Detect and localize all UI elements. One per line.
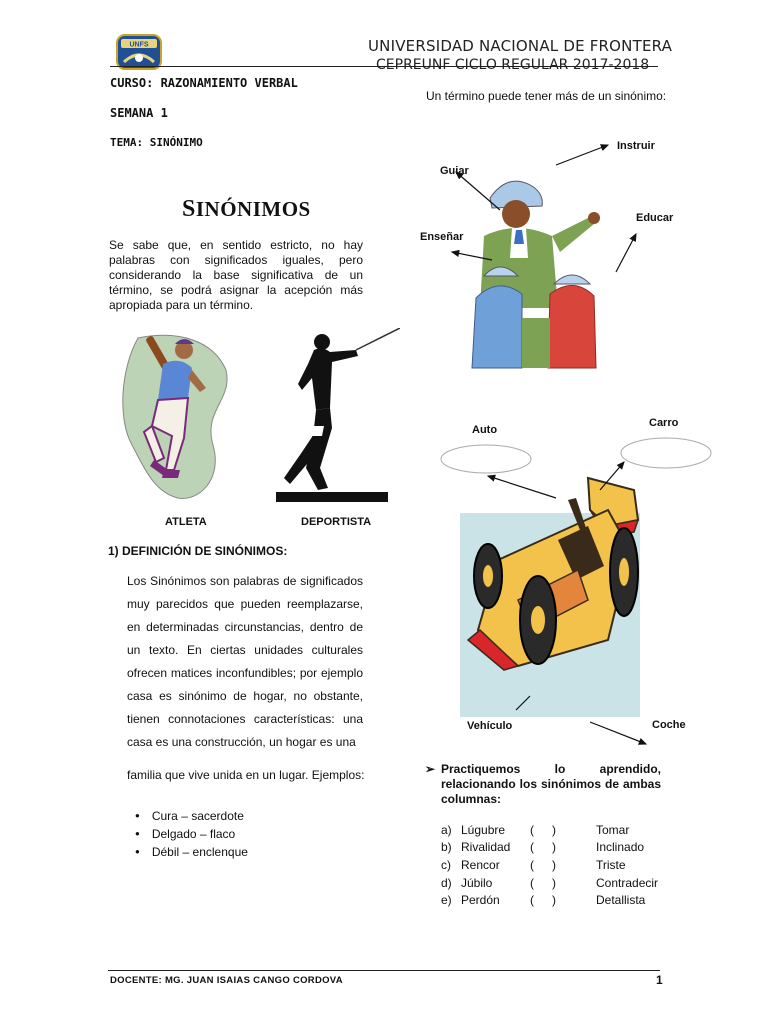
practice-text: Practiquemos lo aprendido, relacionando los sinónimos de ambas columnas: [441,762,661,806]
answer-close-paren[interactable]: ) [552,823,556,837]
row-match: Detallista [596,893,646,907]
label-instruir: Instruir [617,140,655,152]
answer-open-paren[interactable]: ( [530,858,534,872]
row-letter: e) [441,893,452,907]
arrow-bullet-icon: ➢ [425,762,436,776]
athlete-illustration [118,330,230,502]
answer-open-paren[interactable]: ( [530,840,534,854]
week-line: SEMANA 1 [110,106,168,120]
example-item: ● Delgado – flaco [135,826,248,844]
course-line: CURSO: RAZONAMIENTO VERBAL [110,76,298,90]
cycle-name: CEPREUNF CICLO REGULAR 2017-2018 [376,57,650,73]
row-word: Perdón [461,893,500,907]
answer-close-paren[interactable]: ) [552,893,556,907]
row-letter: c) [441,858,451,872]
page-number: 1 [656,973,663,987]
definition-last-line: familia que vive unida en un lugar. Ejemplos: [127,768,365,782]
topic-line: TEMA: SINÓNIMO [110,136,203,149]
answer-close-paren[interactable]: ) [552,840,556,854]
row-word: Lúgubre [461,823,506,837]
row-word: Rencor [461,858,500,872]
label-vehiculo: Vehículo [467,720,513,732]
answer-open-paren[interactable]: ( [530,823,534,837]
footer-rule [108,970,660,971]
row-word: Rivalidad [461,840,511,854]
page-title [182,196,311,223]
examples-list [135,808,248,862]
footer-teacher: DOCENTE: MG. JUAN ISAIAS CANGO CORDOVA [110,975,343,986]
guide-arrows [400,130,700,290]
answer-close-paren[interactable]: ) [552,876,556,890]
caption-fencer: DEPORTISTA [301,516,372,528]
label-ensenar: Enseñar [420,231,464,243]
definition-paragraph: Los Sinónimos son palabras de significados muy parecidos que pueden reemplazarse, en determinadas circunstancias, dentro de un texto. En ciertas unidades culturales ofrecen matices inconfundibles; por ejemplo casa es sinónimo de hogar, no obstante, tienen connotaciones características: una casa es una construcción, un hogar es una [127,574,363,749]
row-match: Inclinado [596,840,645,854]
definition-heading: 1) DEFINICIÓN DE SINÓNIMOS: [108,544,288,558]
answer-close-paren[interactable]: ) [552,858,556,872]
title-initial: S [182,196,196,222]
right-intro: Un término puede tener más de un sinónimo: [426,89,667,103]
label-carro: Carro [649,417,679,429]
example-item: ● Débil – enclenque [135,844,248,862]
university-name: UNIVERSIDAD NACIONAL DE FRONTERA [368,37,673,55]
logo-text: UNFS [129,41,149,49]
title-rest: INÓNIMOS [195,197,311,221]
car-arrows [460,440,710,750]
label-coche: Coche [652,719,686,731]
answer-open-paren[interactable]: ( [530,893,534,907]
row-word: Júbilo [461,876,493,890]
row-letter: a) [441,823,452,837]
label-auto: Auto [472,424,498,436]
fencer-illustration [272,328,400,506]
row-letter: b) [441,840,452,854]
practice-instruction [425,762,661,807]
row-match: Triste [596,858,626,872]
intro-paragraph: Se sabe que, en sentido estricto, no hay palabras con significados iguales, pero considerando la base significativa de un término, se podrá asignar la acepción más apropiada para un término. [109,238,363,312]
row-match: Tomar [596,823,630,837]
caption-athlete: ATLETA [165,516,207,528]
answer-open-paren[interactable]: ( [530,876,534,890]
label-educar: Educar [636,212,674,224]
row-match: Contradecir [596,876,659,890]
university-logo [116,34,162,70]
example-item: ● Cura – sacerdote [135,808,248,826]
label-guiar: Guiar [440,165,469,177]
row-letter: d) [441,876,452,890]
